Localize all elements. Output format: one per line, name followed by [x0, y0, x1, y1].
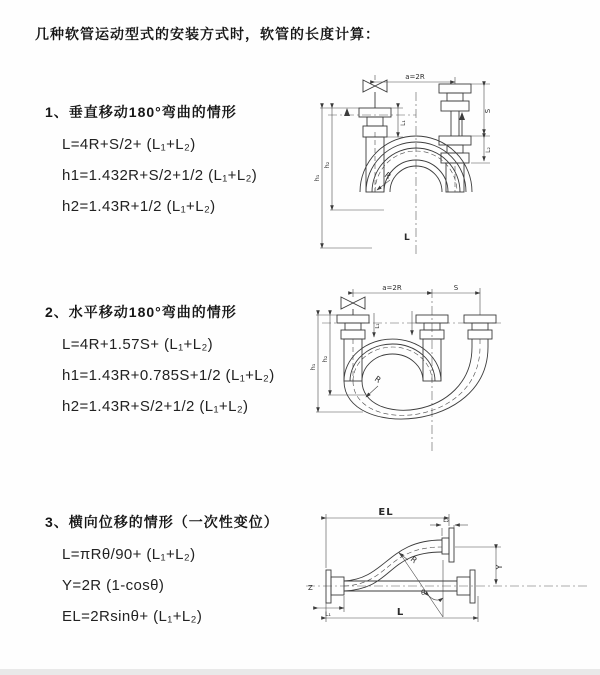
section-vertical-movement: [45, 102, 257, 215]
left-flange: [326, 570, 344, 603]
right-dimensions: [471, 84, 492, 163]
theta-annotation: [396, 552, 443, 618]
y-dimension: [455, 547, 504, 584]
label-l2: L₂: [443, 517, 449, 524]
formula-h2: h2=1.43R+S/2+1/2 (L₁+L₂): [62, 398, 249, 415]
diagram-1-svg: [312, 70, 597, 258]
label-a2r: a=2R: [382, 284, 402, 292]
label-l2: L₂: [485, 147, 492, 153]
section-1-heading: 1、垂直移动180°弯曲的情形: [45, 104, 237, 120]
page-title: 几种软管运动型式的安装方式时，软管的长度计算：: [35, 26, 380, 42]
label-h1: h₁: [309, 363, 317, 371]
label-el: EL: [378, 507, 394, 518]
l-dimension: [326, 596, 478, 622]
top-dimensions: [353, 284, 480, 315]
label-h1: h₁: [313, 174, 321, 182]
formula-h2: h2=1.43R+1/2 (L₁+L₂): [62, 198, 216, 215]
label-h2: h₂: [321, 355, 329, 363]
formula-length: L=πRθ/90+ (L₁+L₂): [62, 546, 196, 563]
formula-h1: h1=1.432R+S/2+1/2 (L₁+L₂): [62, 167, 258, 184]
label-l: L: [396, 607, 404, 618]
label-l-bottom: L: [404, 233, 410, 243]
diagram-vertical-180-bend: [312, 70, 597, 258]
label-r: R: [408, 554, 419, 566]
label-a2r: a=2R: [405, 73, 425, 81]
displaced-flange: [442, 528, 454, 562]
label-l1: L₁: [375, 323, 381, 329]
curved-hose: [344, 540, 442, 591]
formula-el: EL=2Rsinθ+ (L₁+L₂): [62, 608, 203, 625]
label-theta: θ: [421, 589, 426, 597]
formula-length: L=4R+S/2+ (L₁+L₂): [62, 136, 196, 153]
centerlines: [306, 547, 590, 586]
diagram-horizontal-180-bend: [308, 281, 598, 458]
left-dimensions: [309, 315, 366, 412]
section-lateral-displacement: [45, 512, 279, 625]
diagram-3-svg: [298, 500, 598, 648]
section-2-heading: 2、水平移动180°弯曲的情形: [45, 304, 237, 320]
el-dimension: [326, 507, 449, 568]
label-y: Y: [495, 564, 504, 570]
formula-y: Y=2R (1-cosθ): [62, 577, 165, 594]
hose-curves: [344, 339, 488, 419]
valve-icon: [363, 75, 387, 108]
centerlines: [322, 289, 504, 451]
right-flange: [457, 570, 475, 603]
label-h2: h₂: [323, 161, 331, 169]
label-l1: L₁: [400, 120, 407, 126]
diagram-2-svg: [308, 281, 598, 458]
label-s: S: [484, 108, 492, 114]
page-bottom-edge: [0, 669, 600, 675]
formula-length: L=4R+1.57S+ (L₁+L₂): [62, 336, 214, 353]
label-z-datum: Z: [308, 584, 313, 592]
left-dimensions: [313, 108, 407, 248]
diagram-lateral-displacement: [298, 500, 598, 648]
radius-annotation: [366, 374, 383, 397]
label-s: S: [453, 284, 459, 292]
label-l1: L₁: [325, 611, 331, 618]
radius-annotation: [399, 553, 419, 565]
section-3-heading: 3、横向位移的情形（一次性变位）: [45, 514, 279, 530]
small-dimensions: [374, 311, 412, 337]
formula-h1: h1=1.43R+0.785S+1/2 (L₁+L₂): [62, 367, 275, 384]
section-horizontal-movement: [45, 302, 275, 415]
label-r: R: [382, 170, 393, 182]
label-r: R: [372, 374, 383, 385]
